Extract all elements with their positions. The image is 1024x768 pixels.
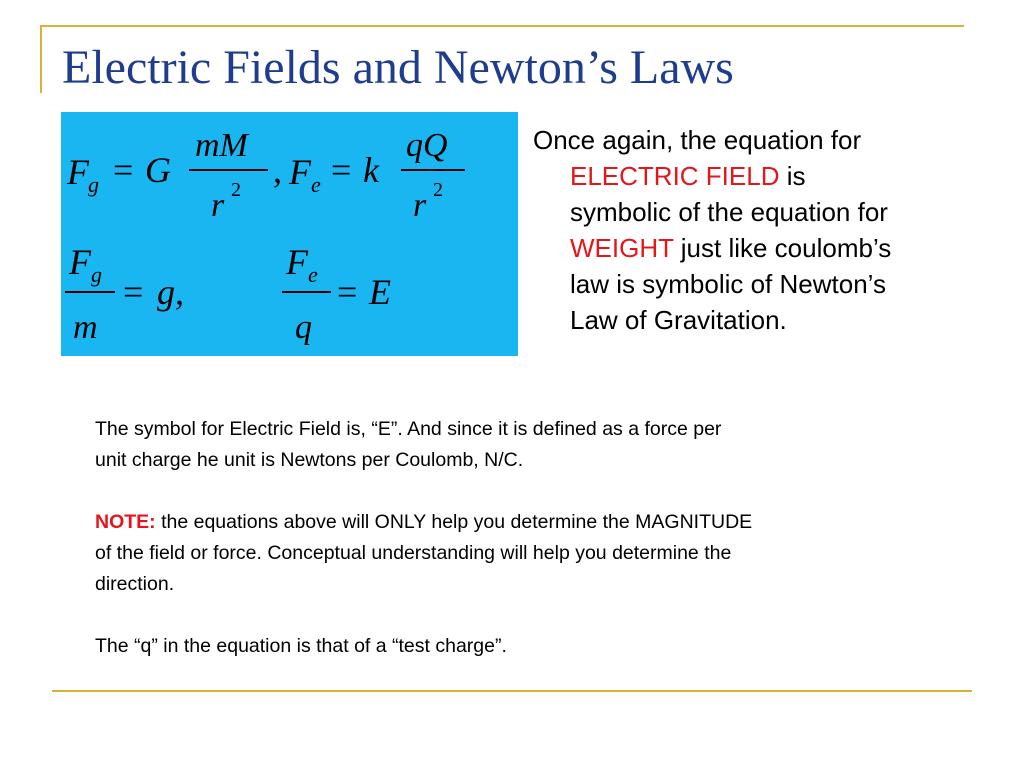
body-text	[95, 414, 975, 662]
eq-equals-4: =	[337, 272, 358, 312]
note-text-1: the equations above will ONLY help you determine the MAGNITUDE	[155, 511, 753, 533]
bottom-rule	[52, 690, 972, 692]
side-line-2-rest: is	[779, 161, 806, 191]
eq-qQ: qQ	[406, 127, 448, 164]
side-line-3: symbolic of the equation for	[570, 197, 888, 227]
eq-G: G	[145, 150, 171, 190]
eq-k: k	[363, 150, 379, 190]
eq-E: E	[369, 272, 391, 312]
side-line-5: law is symbolic of Newton’s	[570, 269, 886, 299]
eq-fe: F	[289, 152, 311, 192]
eq-q: q	[295, 309, 312, 346]
eq-m: m	[73, 309, 98, 346]
eq-mM: mM	[195, 127, 248, 164]
side-line-2	[533, 158, 1003, 194]
top-rule	[40, 25, 964, 27]
eq-fg: F	[67, 152, 89, 192]
side-line-6: Law of Gravitation.	[570, 305, 787, 335]
left-rule	[40, 25, 42, 93]
para-3: The “q” in the equation is that of a “test charge”.	[95, 635, 507, 657]
note-line-3: direction.	[95, 573, 175, 595]
eq-fe-sub: e	[311, 172, 321, 197]
side-text	[533, 122, 1003, 338]
weight-highlight: WEIGHT	[570, 233, 674, 263]
paragraph-gap	[95, 476, 975, 507]
eq-r-2: r	[413, 187, 427, 224]
eq-fg-sub-2: g	[91, 262, 102, 287]
eq-g: g,	[157, 272, 184, 312]
para-1-line-2: unit charge he unit is Newtons per Coulomb, N/C.	[95, 449, 524, 471]
eq-fg-2: F	[69, 242, 91, 282]
eq-fg-sub: g	[88, 172, 99, 197]
side-line-4-rest: just like coulomb’s	[673, 233, 892, 263]
side-line-4	[533, 230, 1003, 266]
electric-field-highlight: ELECTRIC FIELD	[570, 161, 780, 191]
eq-sq-1: 2	[231, 179, 241, 201]
paragraph-gap	[95, 600, 975, 631]
eq-fe-sub-2: e	[308, 262, 318, 287]
eq-equals-2: =	[331, 150, 352, 190]
eq-fe-2: F	[286, 242, 308, 282]
side-line-1: Once again, the equation for	[533, 125, 862, 155]
note-line-2: of the field or force. Conceptual understanding will help you determine the	[95, 542, 732, 564]
note-line-1	[95, 507, 975, 538]
para-1-line-1: The symbol for Electric Field is, “E”. And since it is defined as a force per	[95, 418, 722, 440]
eq-sq-2: 2	[433, 179, 443, 201]
eq-comma-1: ,	[273, 150, 282, 190]
eq-equals-3: =	[123, 272, 144, 312]
eq-equals-1: =	[113, 150, 134, 190]
equations-svg	[61, 112, 518, 356]
equation-panel	[61, 112, 518, 356]
note-label: NOTE:	[95, 511, 156, 533]
eq-r-1: r	[211, 187, 225, 224]
slide-title: Electric Fields and Newton’s Laws	[62, 41, 734, 94]
